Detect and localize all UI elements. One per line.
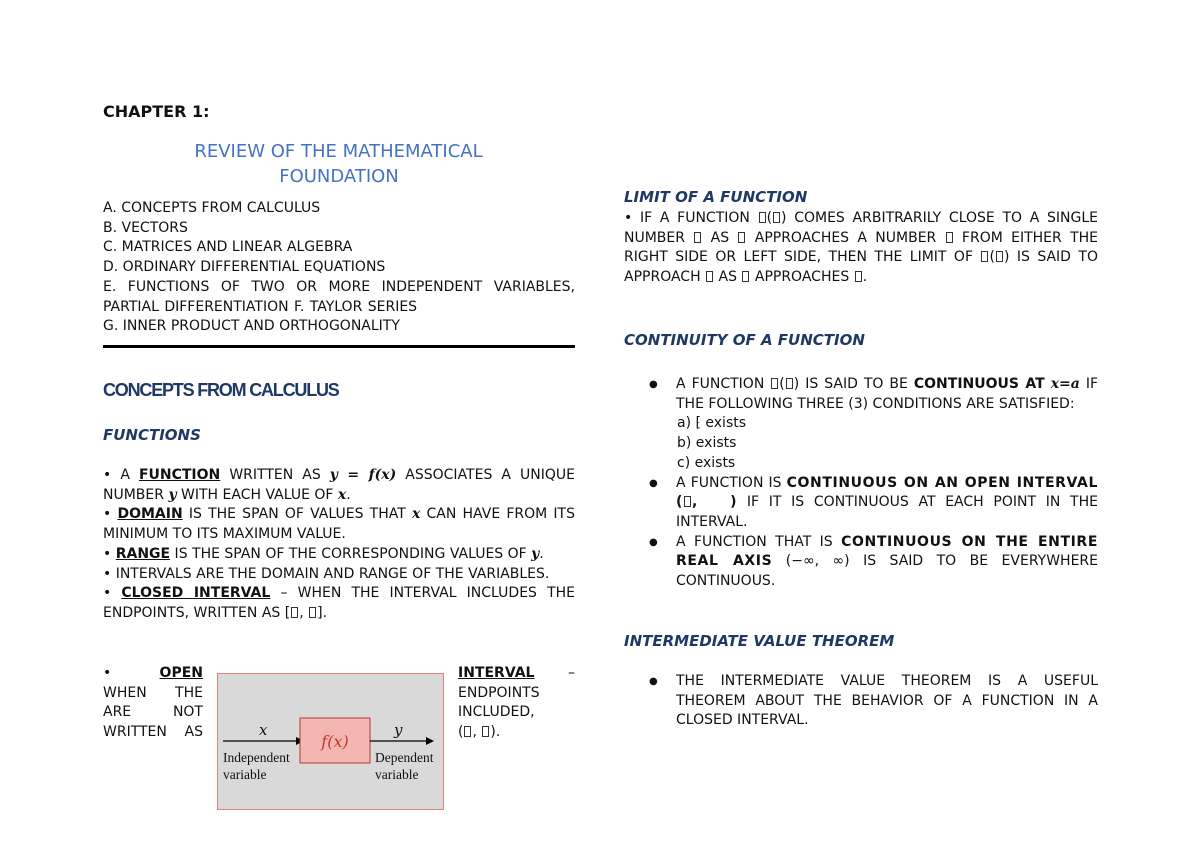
bullet-closed-interval: • CLOSED INTERVAL – WHEN THE INTERVAL INCLUDES THE ENDPOINTS, WRITTEN AS [ , ]. [103, 585, 575, 621]
ivt-heading: INTERMEDIATE VALUE THEOREM [624, 632, 895, 650]
bullet-domain: • DOMAIN IS THE SPAN OF VALUES THAT x CAN HAVE FROM ITS MINIMUM TO ITS MAXIMUM VALUE. [103, 506, 575, 543]
placeholder-glyph [482, 726, 489, 737]
toc-item-e: E. FUNCTIONS OF TWO OR MORE INDEPENDENT VARIABLES, PARTIAL DIFFERENTIATION F. TAYLOR SERIES [103, 278, 575, 315]
open-interval-right: INTERVAL – ENDPOINTS INCLUDED, ( , ). [458, 665, 575, 741]
output-arrowhead [426, 737, 434, 745]
placeholder-glyph [291, 607, 298, 618]
toc-item-g: G. INNER PRODUCT AND ORTHOGONALITY [103, 318, 400, 335]
bullet-range: • RANGE IS THE SPAN OF THE CORRESPONDING VALUES OF y. [103, 545, 544, 562]
placeholder-glyph [464, 726, 471, 737]
functions-heading: FUNCTIONS [103, 426, 201, 444]
table-of-contents [103, 199, 575, 337]
limit-heading: LIMIT OF A FUNCTION [624, 188, 808, 206]
continuity-bullet-2: ● A FUNCTION IS CONTINUOUS ON AN OPEN INTERVAL ( , ) IF IT IS CONTINUOUS AT EACH POINT IN THE INTERVAL. [676, 474, 1098, 533]
condition-c: c) exists [677, 454, 736, 471]
ivt-list [624, 672, 1098, 731]
independent-variable-label: Independent variable [223, 750, 290, 782]
review-title [103, 139, 575, 189]
dependent-variable-label: Dependent variable [375, 750, 434, 782]
continuity-list [624, 375, 1098, 592]
toc-item-a: A. CONCEPTS FROM CALCULUS [103, 200, 321, 216]
toc-item-d: D. ORDINARY DIFFERENTIAL EQUATIONS [103, 259, 386, 276]
continuity-heading: CONTINUITY OF A FUNCTION [624, 331, 865, 349]
y-label: y [394, 721, 403, 739]
toc-item-c: C. MATRICES AND LINEAR ALGEBRA [103, 239, 353, 256]
toc-item-b: B. VECTORS [103, 219, 188, 236]
limit-text: • IF A FUNCTION ( ) COMES ARBITRARILY CLOSE TO A SINGLE NUMBER AS APPROACHES A NUMBER FROM EITHER THE RIGHT SIDE OR LEFT SIDE, THEN THE LIMIT OF ( ) IS SAID TO APPROACH AS APPROACHES . [624, 210, 1098, 286]
function-box-label: f(x) [321, 732, 349, 751]
ivt-bullet: ● THE INTERMEDIATE VALUE THEOREM IS A USEFUL THEOREM ABOUT THE BEHAVIOR OF A FUNCTION IN A CLOSED INTERVAL. [676, 672, 1098, 731]
continuity-bullet-1: ● A FUNCTION ( ) IS SAID TO BE CONTINUOUS AT x=a IF THE FOLLOWING THREE (3) CONDITIONS ARE SATISFIED: [676, 375, 1098, 414]
function-diagram [217, 673, 444, 810]
functions-bullets [103, 466, 575, 624]
review-title-line2: FOUNDATION [279, 166, 399, 187]
continuity-bullet-3: ● A FUNCTION THAT IS CONTINUOUS ON THE ENTIRE REAL AXIS (−∞, ∞) IS SAID TO BE EVERYWHERE CONTINUOUS. [676, 533, 1098, 592]
placeholder-glyph [309, 607, 316, 618]
section-divider [103, 345, 575, 348]
concepts-heading: CONCEPTS FROM CALCULUS [103, 380, 339, 400]
bullet-intervals: • INTERVALS ARE THE DOMAIN AND RANGE OF THE VARIABLES. [103, 565, 550, 582]
review-title-line1: REVIEW OF THE MATHEMATICAL [194, 141, 483, 162]
open-interval-left: • OPEN WHEN THE ARE NOT WRITTEN AS [103, 665, 203, 741]
condition-b: b) exists [677, 435, 737, 452]
condition-a: a) ⁅ exists [677, 415, 747, 432]
chapter-label: CHAPTER 1: [103, 102, 210, 121]
bullet-function: • A FUNCTION WRITTEN AS y = f(x) ASSOCIATES A UNIQUE NUMBER y WITH EACH VALUE OF x. [103, 467, 575, 503]
x-label: x [259, 721, 268, 739]
